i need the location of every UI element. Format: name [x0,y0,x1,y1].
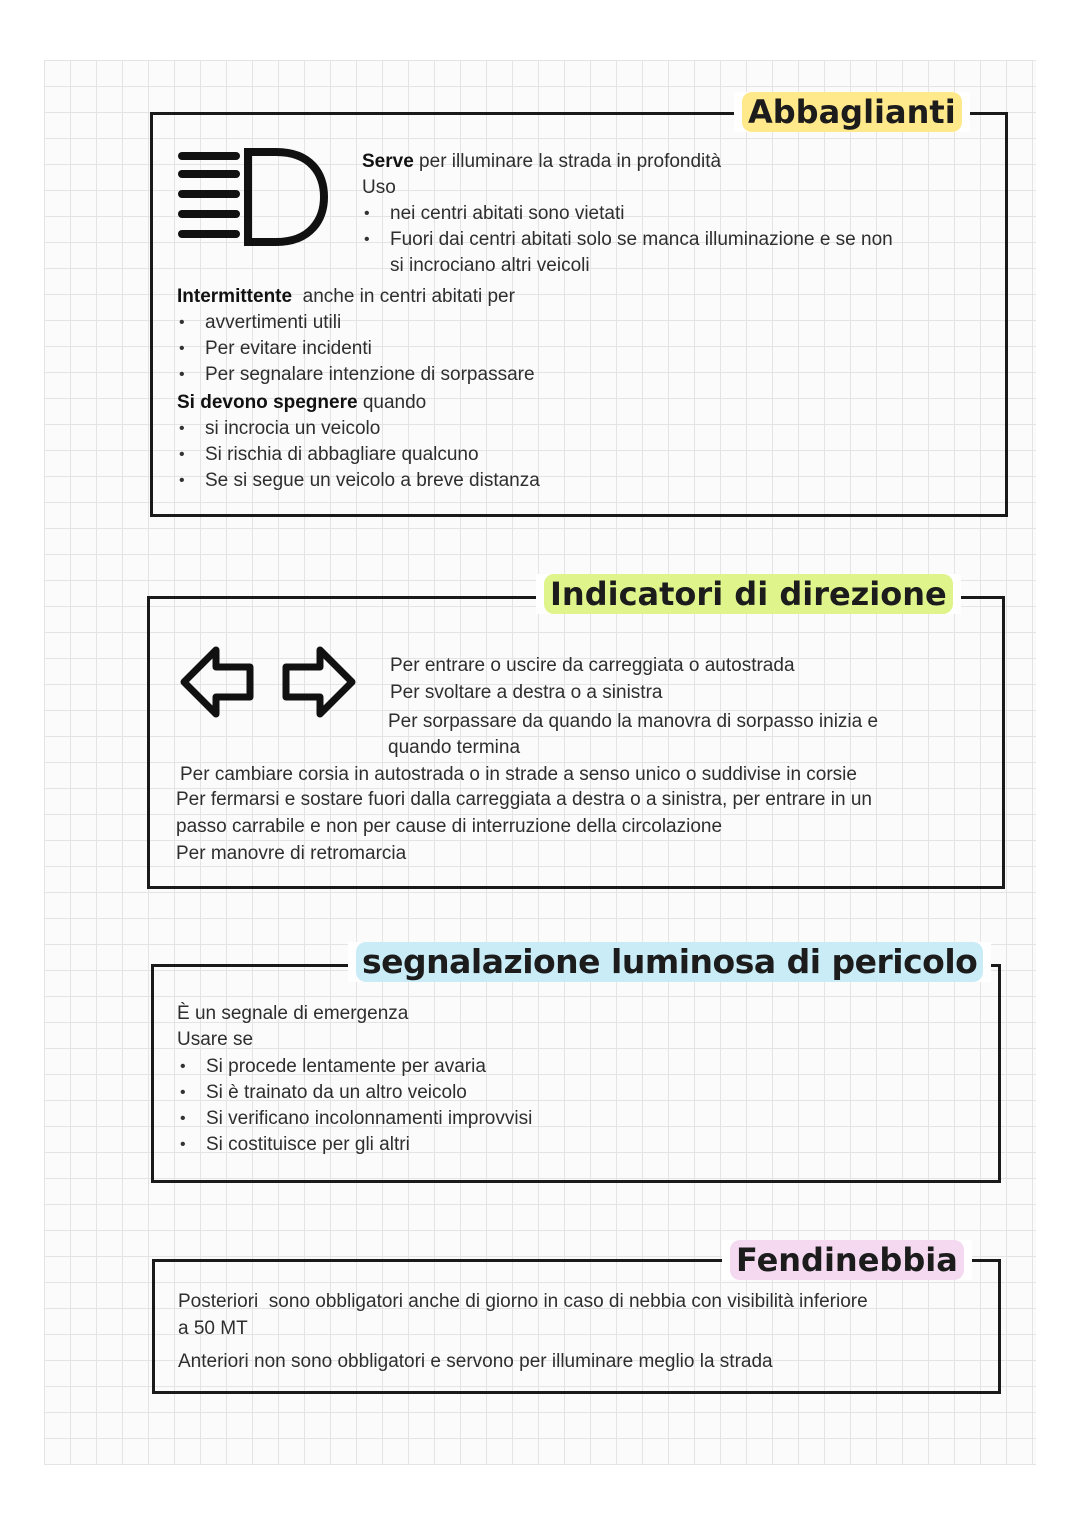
indicatori-line: Per svoltare a destra o a sinistra [390,682,663,703]
spegnere-list [177,416,540,494]
indicatori-title: Indicatori di direzione [544,574,953,614]
segnalazione-list [178,1054,532,1158]
spegnere-label: Si devono spegnere [177,392,358,413]
list-item: • Si verificano incolonnamenti improvvisi [178,1106,532,1132]
list-item-continuation: si incrociano altri veicoli [390,255,590,276]
indicatori-line: quando termina [388,737,521,758]
arrow-right-icon [278,642,358,722]
fendinebbia-line: Anteriori non sono obbligatori e servono per illuminare meglio la strada [178,1351,773,1372]
list-item: • Si costituisce per gli altri [178,1132,532,1158]
intermittente-label: Intermittente [177,286,293,307]
list-item: • si incrocia un veicolo [177,416,540,442]
indicatori-line: Per cambiare corsia in autostrada o in strade a senso unico o suddivise in corsie [180,764,857,785]
fendinebbia-title: Fendinebbia [730,1240,964,1280]
segnalazione-title: segnalazione luminosa di pericolo [356,942,983,982]
list-item: • Fuori dai centri abitati solo se manca illuminazione e se non [362,227,893,253]
serve-label: Serve [362,151,414,172]
high-beam-icon [176,144,336,254]
list-item: • Se si segue un veicolo a breve distanza [177,468,540,494]
intermittente-line [177,284,515,310]
usare-label: Usare se [177,1029,254,1050]
indicatori-line: Per entrare o uscire da carreggiata o autostrada [390,655,795,676]
arrow-left-icon [178,642,258,722]
list-item: • Per segnalare intenzione di sorpassare [177,362,535,388]
indicatori-line: Per manovre di retromarcia [176,843,407,864]
indicatori-line: Per sorpassare da quando la manovra di sorpasso inizia e [388,711,879,732]
indicatori-line: passo carrabile e non per cause di interruzione della circolazione [176,816,723,837]
abbaglianti-serve-line [362,149,721,175]
indicatori-line: Per fermarsi e sostare fuori dalla carreggiata a destra o a sinistra, per entrare in un [176,789,872,810]
uso-label: Uso [362,177,396,198]
fendinebbia-heading [722,1240,972,1280]
fendinebbia-line: a 50 MT [178,1318,248,1339]
list-item: • Si rischia di abbagliare qualcuno [177,442,540,468]
list-item: • Per evitare incidenti [177,336,535,362]
abbaglianti-title: Abbaglianti [742,92,962,132]
uso-list [362,201,893,279]
segnalazione-heading [348,942,991,982]
intermittente-text: anche in centri abitati per [292,286,515,307]
segnalazione-intro: È un segnale di emergenza [177,1003,409,1024]
spegnere-text: quando [357,392,427,413]
indicatori-heading [536,574,961,614]
list-item: • Si procede lentamente per avaria [178,1054,532,1080]
list-item: • Si è trainato da un altro veicolo [178,1080,532,1106]
serve-text: per illuminare la strada in profondità [413,151,722,172]
spegnere-line [177,390,426,416]
list-item: • nei centri abitati sono vietati [362,201,893,227]
abbaglianti-heading [734,92,970,132]
list-item: • avvertimenti utili [177,310,535,336]
fendinebbia-line: Posteriori sono obbligatori anche di giorno in caso di nebbia con visibilità inferiore [178,1291,868,1312]
intermittente-list [177,310,535,388]
